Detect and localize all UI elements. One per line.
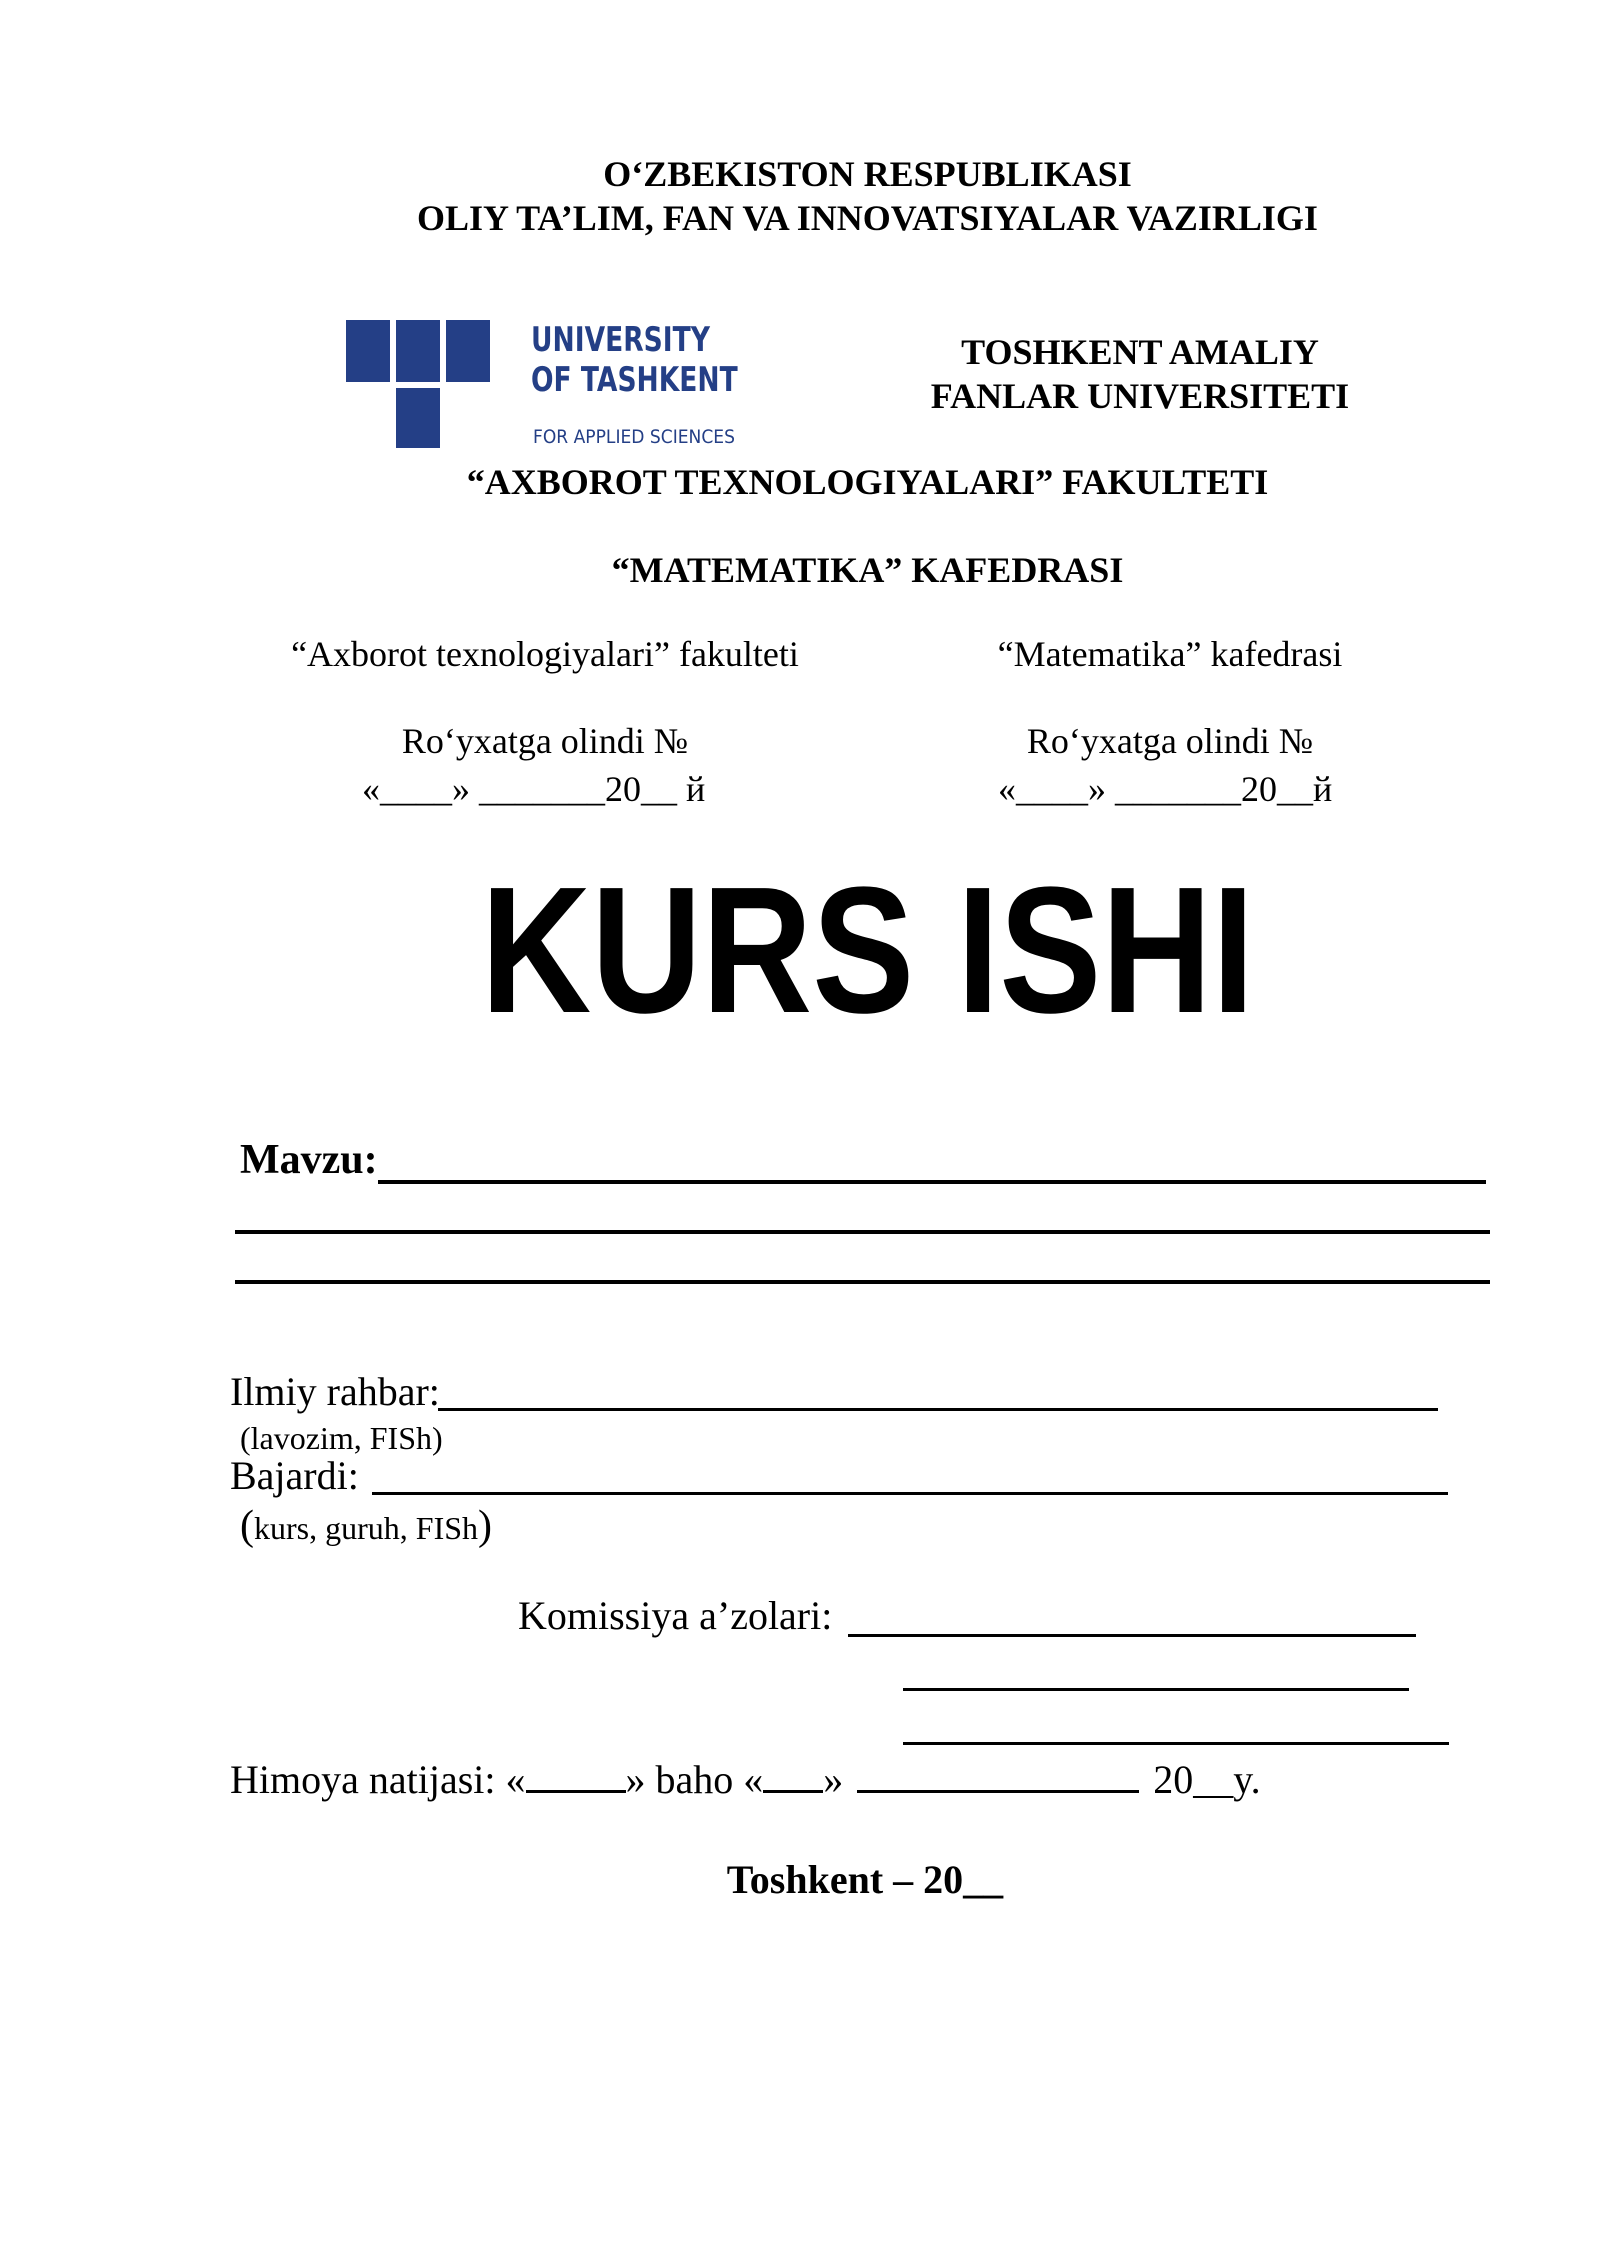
topic-line-1 [378,1180,1486,1184]
commission-line-3 [903,1742,1449,1745]
supervisor-label: Ilmiy rahbar: [230,1369,440,1414]
student-hint-close: ) [478,1503,493,1549]
university-name-line1: TOSHKENT AMALIY [961,332,1319,372]
logo-line-university: UNIVERSITY [531,320,710,360]
registration-left-date: «____» _______20__ й [362,769,706,809]
main-title: KURS ISHI [480,850,1255,1051]
defense-result [230,1756,1261,1803]
ministry-heading: OLIY TA’LIM, FAN VA INNOVATSIYALAR VAZIRLIGI [417,198,1318,238]
logo-line-applied-sciences: FOR APPLIED SCIENCES [533,426,735,448]
defense-blank-2 [763,1760,823,1793]
commission-label: Komissiya a’zolari: [518,1593,833,1638]
university-name-line2: FANLAR UNIVERSITETI [930,376,1350,416]
logo-square-1 [346,320,390,382]
university-logo [346,320,766,455]
supervisor-line [438,1408,1438,1411]
defense-grade-label: » baho « [625,1757,764,1802]
registration-left-label: Ro‘yxatga olindi № [401,721,689,761]
registration-right-date: «____» _______20__й [998,769,1333,809]
student-hint-text: kurs, guruh, FISh [254,1510,479,1546]
registration-right-label: Ro‘yxatga olindi № [1026,721,1314,761]
student-hint [240,1502,492,1550]
defense-label: Himoya natijasi: « [230,1757,526,1802]
student-label: Bajardi: [230,1453,359,1498]
logo-square-4 [396,388,440,448]
faculty-heading: “AXBOROT TEXNOLOGIYALARI” FAKULTETI [466,462,1269,502]
logo-square-3 [446,320,490,382]
commission-line-2 [903,1688,1409,1691]
logo-line-of-tashkent: OF TASHKENT [531,360,738,400]
topic-line-2 [235,1230,1490,1234]
defense-blank-3 [857,1760,1139,1793]
logo-square-2 [396,320,440,382]
student-hint-open: ( [240,1503,254,1549]
student-line [372,1492,1448,1495]
registration-right-unit: “Matematika” kafedrasi [997,634,1343,674]
footer-city-year: Toshkent – 20__ [726,1857,1004,1902]
republic-heading: O‘ZBEKISTON RESPUBLIKASI [603,154,1132,194]
defense-year: 20__y. [1153,1757,1261,1802]
defense-grade-close: » [823,1757,844,1802]
supervisor-hint: (lavozim, FISh) [240,1420,443,1456]
department-heading: “MATEMATIKA” KAFEDRASI [611,550,1124,590]
topic-line-3 [235,1280,1490,1284]
commission-line-1 [848,1634,1416,1637]
registration-left-unit: “Axborot texnologiyalari” fakulteti [291,634,799,674]
topic-label: Mavzu: [240,1137,378,1183]
defense-blank-1 [526,1760,626,1793]
